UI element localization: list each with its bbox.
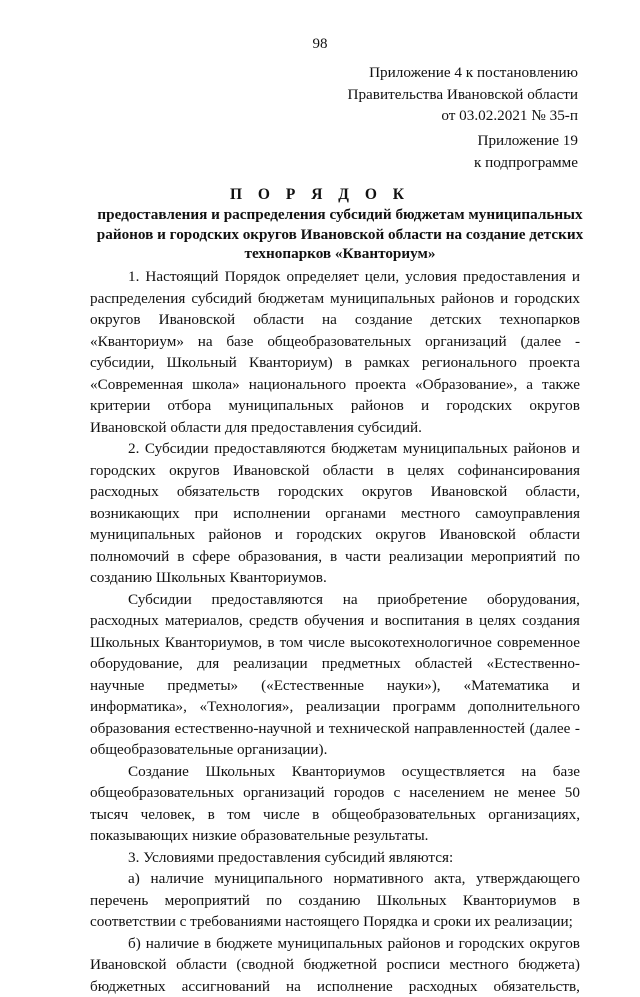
body-word: исполнение bbox=[317, 976, 393, 997]
subtitle-line: районов и городских округов Ивановской области на создание детских bbox=[86, 225, 594, 245]
appendix-header-line: Приложение 19 bbox=[474, 130, 578, 152]
body-word: бюджете bbox=[216, 933, 272, 955]
body-word: Субсидии bbox=[128, 589, 192, 611]
body-word: муниципальных bbox=[330, 288, 435, 310]
body-line-text: общеобразовательные организации). bbox=[90, 739, 327, 761]
body-word: «Технология», bbox=[199, 696, 293, 718]
body-word: бюджетных bbox=[90, 976, 166, 997]
attachment-header bbox=[348, 62, 579, 127]
body-line bbox=[90, 868, 580, 890]
attachment-header-line: от 03.02.2021 № 35-п bbox=[348, 105, 579, 127]
body-word: области bbox=[529, 524, 580, 546]
body-word: наличие bbox=[146, 933, 199, 955]
body-word: проекта bbox=[529, 352, 580, 374]
body-word: реализации bbox=[306, 696, 380, 718]
body-word: в bbox=[387, 460, 394, 482]
body-word: информатика», bbox=[90, 696, 187, 718]
body-word: бюджетам bbox=[331, 438, 397, 460]
body-line bbox=[90, 675, 580, 697]
body-word: предметы» bbox=[167, 675, 238, 697]
body-word: Кванториумов bbox=[463, 890, 557, 912]
body-word: приобретение bbox=[377, 589, 467, 611]
body-word: утверждающего bbox=[476, 868, 580, 890]
body-word: а) bbox=[128, 868, 140, 890]
body-word: округов bbox=[529, 933, 580, 955]
body-word: естественно-научной bbox=[175, 718, 312, 740]
body-word: и bbox=[572, 438, 580, 460]
body-word: районов bbox=[441, 288, 494, 310]
body-line bbox=[90, 890, 580, 912]
body-word: по bbox=[564, 546, 580, 568]
body-line bbox=[90, 976, 580, 997]
body-word: нормативного bbox=[333, 868, 423, 890]
body-word: городов bbox=[334, 782, 385, 804]
body-word: на bbox=[322, 309, 337, 331]
body-word: городских bbox=[278, 481, 344, 503]
body-word: округов bbox=[362, 481, 413, 503]
body-word: областей bbox=[415, 653, 473, 675]
body-word: на bbox=[286, 976, 301, 997]
body-line bbox=[90, 954, 580, 976]
body-word: Ивановской bbox=[233, 460, 310, 482]
body-word: воспитания bbox=[385, 610, 460, 632]
body-word: человек, bbox=[141, 804, 196, 826]
body-word: муниципальных bbox=[228, 395, 333, 417]
body-word: «Современная bbox=[90, 374, 183, 396]
body-word: и bbox=[275, 524, 283, 546]
body-line bbox=[90, 739, 580, 761]
body-word: и bbox=[316, 718, 324, 740]
body-word: городских bbox=[296, 524, 362, 546]
body-line bbox=[90, 352, 580, 374]
body-word: образования bbox=[90, 718, 170, 740]
body-word: софинансирования bbox=[458, 460, 580, 482]
body-line bbox=[90, 524, 580, 546]
body-line bbox=[90, 804, 580, 826]
body-line bbox=[90, 933, 580, 955]
body-word: возникающих bbox=[90, 503, 180, 525]
body-word: школа» bbox=[192, 374, 240, 396]
body-word: реализации bbox=[389, 546, 463, 568]
body-word: (далее bbox=[530, 718, 571, 740]
body-word: том bbox=[227, 804, 250, 826]
body-line bbox=[90, 395, 580, 417]
body-line-text: созданию Школьных Кванториумов. bbox=[90, 567, 327, 589]
appendix-header bbox=[474, 130, 578, 173]
body-word: расходных bbox=[409, 976, 478, 997]
body-word: Порядок bbox=[225, 266, 281, 288]
body-word: в bbox=[204, 933, 211, 955]
body-word: тысяч bbox=[90, 804, 128, 826]
body-word: и bbox=[572, 266, 580, 288]
body-word: обязательств, bbox=[493, 976, 580, 997]
body-word: районов bbox=[209, 524, 262, 546]
attachment-header-line: Приложение 4 к постановлению bbox=[348, 62, 579, 84]
body-word: средств bbox=[249, 610, 298, 632]
body-line-text: соответствии с требованиями настоящего Порядка и сроки их реализации; bbox=[90, 911, 573, 933]
body-word: числе bbox=[308, 632, 345, 654]
body-word: общеобразовательных bbox=[332, 804, 476, 826]
body-word: муниципального bbox=[214, 868, 322, 890]
body-line bbox=[90, 460, 580, 482]
body-word: и bbox=[421, 395, 429, 417]
body-word: и bbox=[500, 288, 508, 310]
body-word: мероприятий bbox=[471, 546, 556, 568]
body-line bbox=[90, 761, 580, 783]
body-word: Субсидии bbox=[145, 438, 209, 460]
body-word: также bbox=[542, 374, 580, 396]
body-word: на bbox=[198, 331, 213, 353]
body-word: исполнении bbox=[233, 503, 310, 525]
body-word: общеобразовательных bbox=[267, 331, 411, 353]
body-word: создания bbox=[522, 610, 580, 632]
body-word: реализации bbox=[233, 653, 307, 675]
body-word: образования, bbox=[238, 546, 322, 568]
appendix-header-line: к подпрограмме bbox=[474, 152, 578, 174]
body-word: самоуправления bbox=[475, 503, 580, 525]
body-word: и bbox=[370, 610, 378, 632]
body-word: бюджетам bbox=[258, 288, 324, 310]
body-word: Создание bbox=[128, 761, 189, 783]
body-word: перечень bbox=[90, 890, 148, 912]
subtitle-line: технопарков «Кванториум» bbox=[86, 244, 594, 264]
body-word: Кванториумов bbox=[292, 761, 386, 783]
body-word: научные bbox=[90, 675, 144, 697]
body-word: предоставления bbox=[463, 266, 566, 288]
body-word: Ивановской bbox=[159, 309, 236, 331]
body-word: технопарков bbox=[500, 309, 580, 331]
body-word: национального bbox=[249, 374, 346, 396]
body-word: 1. bbox=[128, 266, 139, 288]
body-word: в bbox=[177, 546, 184, 568]
body-word: росписи bbox=[387, 954, 440, 976]
body-word: муниципальных bbox=[278, 933, 383, 955]
body-line bbox=[90, 782, 580, 804]
body-word: на bbox=[521, 761, 536, 783]
body-word: науки»), bbox=[387, 675, 441, 697]
body-word: - bbox=[575, 718, 580, 740]
body-word: а bbox=[526, 374, 533, 396]
body-word: направленностей bbox=[414, 718, 525, 740]
body-word: и bbox=[572, 675, 580, 697]
body-word: по bbox=[266, 890, 282, 912]
body-line bbox=[90, 911, 580, 933]
body-word: в bbox=[312, 804, 319, 826]
body-word: органами bbox=[325, 503, 386, 525]
body-word: 50 bbox=[565, 782, 580, 804]
body-word: Кванториумов, bbox=[165, 632, 262, 654]
body-word: ассигнований bbox=[182, 976, 270, 997]
body-word: целях bbox=[479, 610, 516, 632]
body-word: и bbox=[446, 933, 454, 955]
body-line bbox=[90, 309, 580, 331]
body-word: населением bbox=[409, 782, 484, 804]
body-word: созданию bbox=[298, 890, 360, 912]
body-word: распределения bbox=[90, 288, 185, 310]
body-line bbox=[90, 417, 580, 439]
body-line bbox=[90, 653, 580, 675]
body-word: полномочий bbox=[90, 546, 169, 568]
body-word: обязательств bbox=[177, 481, 260, 503]
body-word: городских bbox=[514, 288, 580, 310]
body-line bbox=[90, 331, 580, 353]
body-word: («Естественные bbox=[261, 675, 364, 697]
body-line bbox=[90, 374, 580, 396]
body-word: местного bbox=[401, 503, 460, 525]
body-word: бюджета) bbox=[518, 954, 580, 976]
body-word: «Кванториум» bbox=[90, 331, 184, 353]
body-word: Настоящий bbox=[145, 266, 218, 288]
body-word: Школьных bbox=[90, 632, 160, 654]
body-word: Школьных bbox=[205, 761, 275, 783]
body-word: части bbox=[345, 546, 381, 568]
document-subtitle bbox=[86, 205, 594, 264]
body-word: округов bbox=[169, 460, 220, 482]
body-word: муниципальных bbox=[90, 524, 195, 546]
body-word: оборудования, bbox=[487, 589, 580, 611]
body-line bbox=[90, 266, 580, 288]
body-word: - bbox=[575, 331, 580, 353]
body-word: округов bbox=[375, 524, 426, 546]
body-word: осуществляется bbox=[402, 761, 505, 783]
body-word: не bbox=[494, 782, 509, 804]
body-line bbox=[90, 610, 580, 632]
body-word: материалов, bbox=[165, 610, 243, 632]
body-word: регионального bbox=[422, 352, 517, 374]
body-word: городских bbox=[459, 933, 525, 955]
body-word: Школьный bbox=[166, 352, 236, 374]
body-word: создание bbox=[355, 309, 413, 331]
body-word: базе bbox=[553, 761, 580, 783]
body-word: области bbox=[253, 309, 304, 331]
body-word: (далее bbox=[520, 331, 561, 353]
body-word: городских bbox=[446, 395, 512, 417]
body-word: местного bbox=[449, 954, 508, 976]
body-word: сфере bbox=[192, 546, 230, 568]
body-word: «Образование», bbox=[415, 374, 517, 396]
body-word: в bbox=[573, 890, 580, 912]
body-word: бюджетной bbox=[303, 954, 377, 976]
body-word: городских bbox=[90, 460, 156, 482]
body-line bbox=[90, 696, 580, 718]
body-word: муниципальных bbox=[403, 438, 508, 460]
body-word: расходных bbox=[90, 481, 159, 503]
body-word: районов bbox=[388, 933, 441, 955]
body-word: условия bbox=[405, 266, 457, 288]
body-word: расходных bbox=[90, 610, 159, 632]
body-word: в bbox=[330, 546, 337, 568]
body-word: обучения bbox=[304, 610, 364, 632]
page-number: 98 bbox=[0, 34, 640, 56]
body-line bbox=[90, 567, 580, 589]
body-word: детских bbox=[430, 309, 481, 331]
body-word: при bbox=[194, 503, 218, 525]
body-word: отбора bbox=[168, 395, 212, 417]
body-word: оборудование, bbox=[90, 653, 183, 675]
body-word: цели, bbox=[365, 266, 399, 288]
body-word: целях bbox=[407, 460, 444, 482]
body-word: проекта bbox=[355, 374, 406, 396]
body-word: наличие bbox=[150, 868, 203, 890]
body-word: «Естественно- bbox=[487, 653, 580, 675]
body-word: предоставляются bbox=[211, 589, 323, 611]
body-word: критерии bbox=[90, 395, 150, 417]
body-word: предметных bbox=[322, 653, 401, 675]
body-word: программ bbox=[393, 696, 456, 718]
body-line-text: Ивановской области для предоставления субсидий. bbox=[90, 417, 422, 439]
body-word: мероприятий bbox=[165, 890, 250, 912]
body-line bbox=[90, 438, 580, 460]
body-line bbox=[90, 847, 580, 869]
body-word: организаций bbox=[243, 782, 325, 804]
body-word: Школьных bbox=[377, 890, 447, 912]
body-word: общеобразовательных bbox=[90, 782, 234, 804]
body-line bbox=[90, 288, 580, 310]
body-line bbox=[90, 589, 580, 611]
body-word: области, bbox=[525, 481, 580, 503]
body-word: с bbox=[393, 782, 400, 804]
body-word: субсидий bbox=[191, 288, 252, 310]
attachment-header-line: Правительства Ивановской области bbox=[348, 84, 579, 106]
body-word: на bbox=[343, 589, 358, 611]
body-word: округов bbox=[90, 309, 141, 331]
body-word: акта, bbox=[434, 868, 465, 890]
body-word: Ивановской bbox=[439, 524, 516, 546]
body-line bbox=[90, 718, 580, 740]
body-word: в bbox=[466, 610, 473, 632]
document-body bbox=[90, 266, 580, 997]
body-word: (сводной bbox=[236, 954, 294, 976]
document-title: П О Р Я Д О К bbox=[0, 184, 640, 206]
body-word: для bbox=[197, 653, 219, 675]
body-line bbox=[90, 825, 580, 847]
body-line bbox=[90, 503, 580, 525]
body-word: области bbox=[323, 460, 374, 482]
body-word: Кванториум) bbox=[249, 352, 333, 374]
body-word: рамках bbox=[364, 352, 409, 374]
body-word: дополнительного bbox=[468, 696, 580, 718]
body-line-text: 3. Условиями предоставления субсидий являются: bbox=[128, 847, 453, 869]
body-word: менее bbox=[518, 782, 556, 804]
body-word: базе bbox=[226, 331, 253, 353]
body-word: современное bbox=[497, 632, 580, 654]
body-word: организаций bbox=[425, 331, 507, 353]
body-word: Ивановской bbox=[90, 954, 167, 976]
subtitle-line: предоставления и распределения субсидий бюджетам муниципальных bbox=[86, 205, 594, 225]
body-line-text: показывающих низкие образовательные результаты. bbox=[90, 825, 428, 847]
body-word: в bbox=[345, 352, 352, 374]
body-word: субсидии, bbox=[90, 352, 154, 374]
body-word: числе bbox=[263, 804, 300, 826]
body-word: области bbox=[176, 954, 227, 976]
body-line bbox=[90, 546, 580, 568]
body-word: округов bbox=[529, 395, 580, 417]
body-word: в bbox=[267, 632, 274, 654]
body-word: том bbox=[280, 632, 303, 654]
body-word: Ивановской bbox=[431, 481, 508, 503]
body-word: в bbox=[208, 804, 215, 826]
body-word: «Математика bbox=[464, 675, 549, 697]
body-word: б) bbox=[128, 933, 141, 955]
body-word: районов bbox=[351, 395, 404, 417]
body-line bbox=[90, 632, 580, 654]
body-word: определяет bbox=[286, 266, 358, 288]
body-word: высокотехнологичное bbox=[350, 632, 492, 654]
body-word: технической bbox=[329, 718, 410, 740]
body-word: 2. bbox=[128, 438, 139, 460]
body-word: организациях, bbox=[488, 804, 580, 826]
body-word: районов bbox=[513, 438, 566, 460]
body-word: предоставляются bbox=[214, 438, 326, 460]
body-line bbox=[90, 481, 580, 503]
